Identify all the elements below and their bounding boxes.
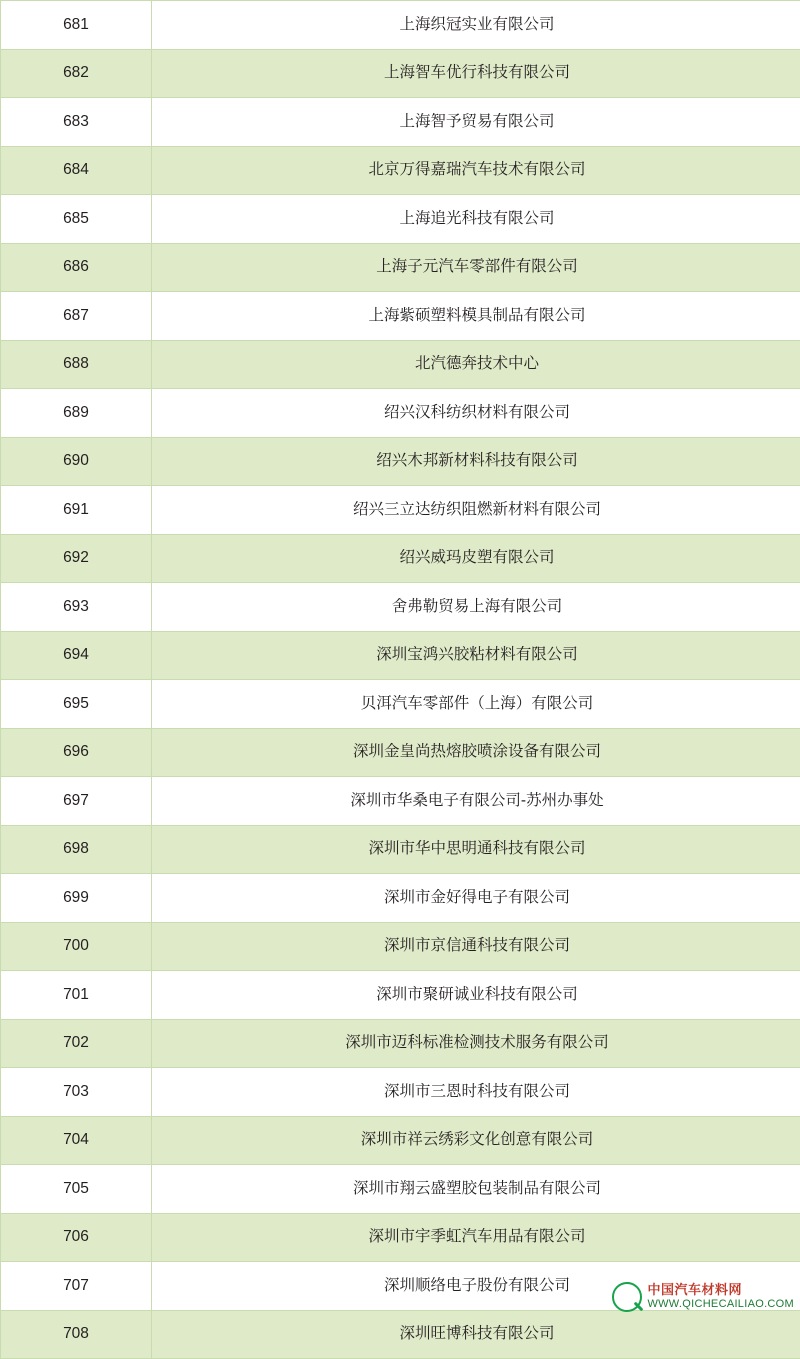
table-row: [1, 1165, 800, 1214]
row-index-cell: 698: [1, 825, 152, 874]
watermark-site-url: WWW.QICHECAILIAO.COM: [647, 1298, 794, 1311]
table-row: [1, 922, 800, 971]
row-index-cell: 708: [1, 1310, 152, 1359]
row-index-cell: 691: [1, 486, 152, 535]
company-name-cell: 深圳市祥云绣彩文化创意有限公司: [152, 1116, 800, 1165]
row-index-cell: 701: [1, 971, 152, 1020]
company-name-cell: 深圳市聚研诚业科技有限公司: [152, 971, 800, 1020]
table-row: [1, 971, 800, 1020]
table-row: [1, 437, 800, 486]
row-index-cell: 687: [1, 292, 152, 341]
table-row: [1, 98, 800, 147]
table-row: [1, 1213, 800, 1262]
table-row: [1, 1116, 800, 1165]
row-index-cell: 685: [1, 195, 152, 244]
company-name-cell: 上海智予贸易有限公司: [152, 98, 800, 147]
table-row: [1, 777, 800, 826]
row-index-cell: 690: [1, 437, 152, 486]
table-row: [1, 49, 800, 98]
company-name-cell: 深圳市京信通科技有限公司: [152, 922, 800, 971]
table-row: [1, 583, 800, 632]
row-index-cell: 681: [1, 1, 152, 50]
company-name-cell: 上海子元汽车零部件有限公司: [152, 243, 800, 292]
company-name-cell: 绍兴汉科纺织材料有限公司: [152, 389, 800, 438]
row-index-cell: 703: [1, 1068, 152, 1117]
row-index-cell: 704: [1, 1116, 152, 1165]
company-name-cell: 深圳市华桑电子有限公司-苏州办事处: [152, 777, 800, 826]
company-name-cell: 绍兴威玛皮塑有限公司: [152, 534, 800, 583]
row-index-cell: 700: [1, 922, 152, 971]
table-row: [1, 825, 800, 874]
company-name-cell: 深圳市华中思明通科技有限公司: [152, 825, 800, 874]
company-name-cell: 深圳市三恩时科技有限公司: [152, 1068, 800, 1117]
table-row: [1, 1, 800, 50]
table-row: [1, 631, 800, 680]
row-index-cell: 686: [1, 243, 152, 292]
company-name-cell: 北汽德奔技术中心: [152, 340, 800, 389]
company-name-cell: 深圳金皇尚热熔胶喷涂设备有限公司: [152, 728, 800, 777]
company-name-cell: 深圳市翔云盛塑胶包装制品有限公司: [152, 1165, 800, 1214]
company-name-cell: 绍兴木邦新材料科技有限公司: [152, 437, 800, 486]
table-row: [1, 728, 800, 777]
table-row: [1, 874, 800, 923]
table-row: [1, 1019, 800, 1068]
company-name-cell: 深圳宝鸿兴胶粘材料有限公司: [152, 631, 800, 680]
company-name-cell: 上海智车优行科技有限公司: [152, 49, 800, 98]
company-name-cell: 深圳市金好得电子有限公司: [152, 874, 800, 923]
company-name-cell: 深圳市宇季虹汽车用品有限公司: [152, 1213, 800, 1262]
row-index-cell: 706: [1, 1213, 152, 1262]
table-row: [1, 534, 800, 583]
company-name-cell: 贝洱汽车零部件（上海）有限公司: [152, 680, 800, 729]
company-name-cell: 绍兴三立达纺织阻燃新材料有限公司: [152, 486, 800, 535]
table-row: [1, 1262, 800, 1311]
company-name-cell: 上海追光科技有限公司: [152, 195, 800, 244]
table-row: [1, 486, 800, 535]
company-name-cell: 深圳市迈科标准检测技术服务有限公司: [152, 1019, 800, 1068]
table-row: [1, 1068, 800, 1117]
row-index-cell: 699: [1, 874, 152, 923]
table-body: [1, 1, 800, 1359]
row-index-cell: 682: [1, 49, 152, 98]
company-name-cell: 上海织冠实业有限公司: [152, 1, 800, 50]
row-index-cell: 692: [1, 534, 152, 583]
table-row: [1, 389, 800, 438]
company-name-cell: 深圳旺博科技有限公司: [152, 1310, 800, 1359]
watermark-site-name: 中国汽车材料网: [647, 1283, 794, 1298]
company-name-cell: 舍弗勒贸易上海有限公司: [152, 583, 800, 632]
table-row: [1, 292, 800, 341]
row-index-cell: 693: [1, 583, 152, 632]
row-index-cell: 697: [1, 777, 152, 826]
table-row: [1, 1310, 800, 1359]
row-index-cell: 705: [1, 1165, 152, 1214]
row-index-cell: 684: [1, 146, 152, 195]
company-name-cell: 深圳顺络电子股份有限公司: [152, 1262, 800, 1311]
table-row: [1, 195, 800, 244]
row-index-cell: 694: [1, 631, 152, 680]
row-index-cell: 695: [1, 680, 152, 729]
row-index-cell: 689: [1, 389, 152, 438]
company-name-cell: 北京万得嘉瑞汽车技术有限公司: [152, 146, 800, 195]
row-index-cell: 683: [1, 98, 152, 147]
row-index-cell: 707: [1, 1262, 152, 1311]
row-index-cell: 696: [1, 728, 152, 777]
row-index-cell: 688: [1, 340, 152, 389]
table-row: [1, 243, 800, 292]
row-index-cell: 702: [1, 1019, 152, 1068]
company-name-cell: 上海紫硕塑料模具制品有限公司: [152, 292, 800, 341]
table-row: [1, 146, 800, 195]
table-row: [1, 680, 800, 729]
table-row: [1, 340, 800, 389]
